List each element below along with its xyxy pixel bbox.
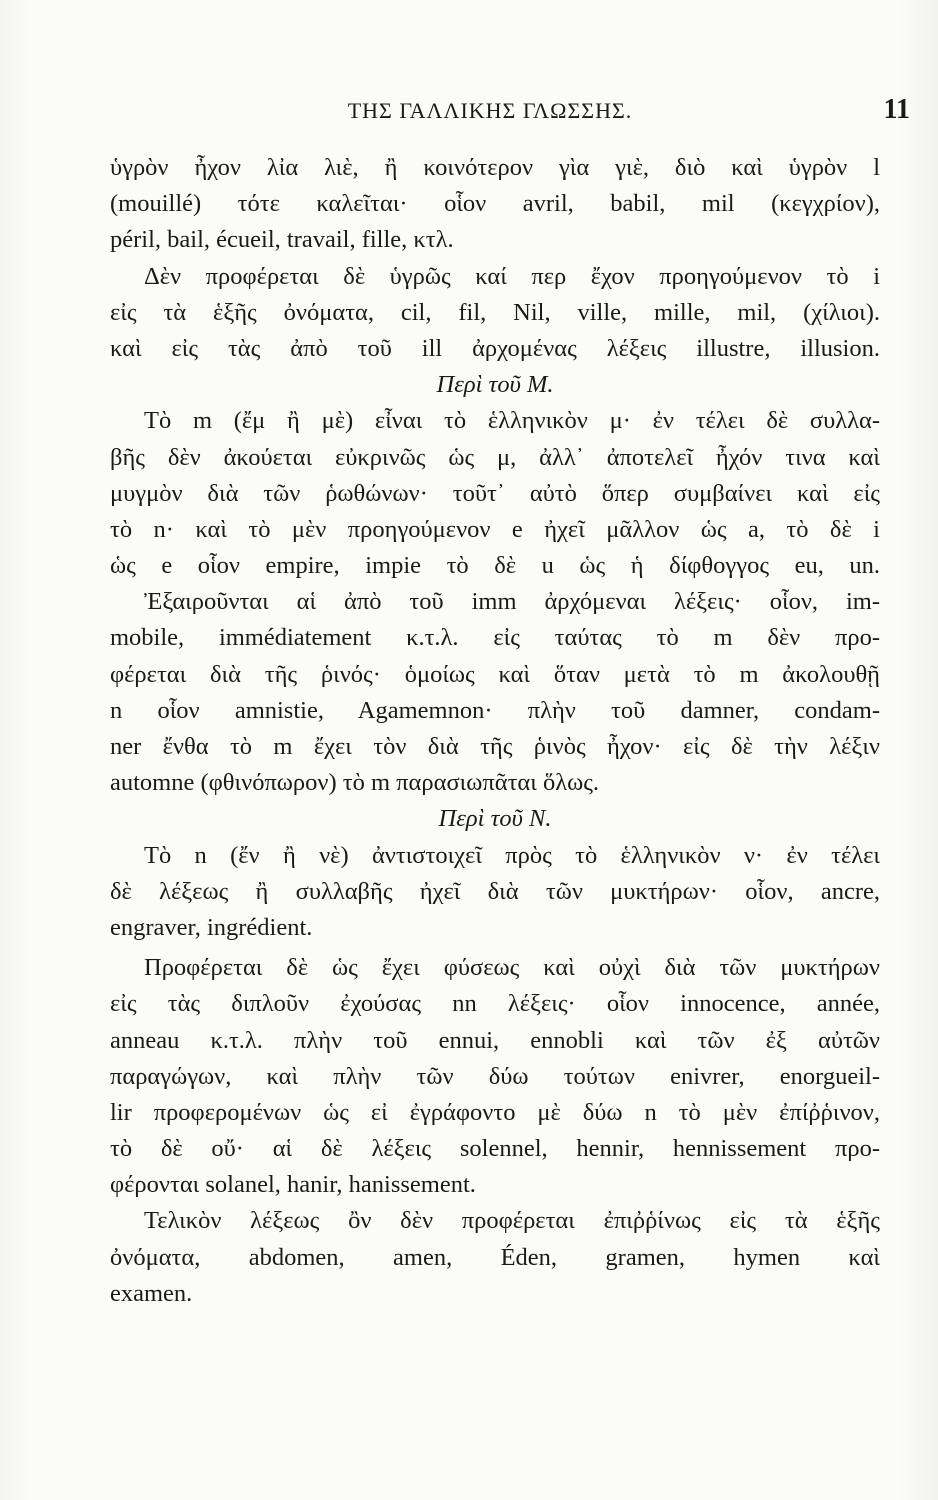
- text-line: ὀνόματα, abdomen, amen, Éden, gramen, hymen καὶ: [110, 1243, 880, 1271]
- text-line: Δὲν προφέρεται δὲ ὑγρῶς καί περ ἔχον προηγούμενον τὸ i: [144, 262, 880, 290]
- text-line: εἰς τὰς διπλοῦν ἐχούσας nn λέξεις· οἷον innocence, année,: [110, 990, 880, 1018]
- text-line: Τελικὸν λέξεως ὂν δὲν προφέρεται ἐπιῤῥίνως εἰς τὰ ἑξῆς: [144, 1207, 880, 1235]
- text-line: lir προφερομένων ὡς εἰ ἐγράφοντο μὲ δύω n τὸ μὲν ἐπίῤῥινον,: [110, 1098, 880, 1126]
- text-line: τὸ n· καὶ τὸ μὲν προηγούμενον e ἠχεῖ μᾶλλον ὡς a, τὸ δὲ i: [110, 515, 880, 543]
- text-line: μυγμὸν διὰ τῶν ῥωθώνων· τοῦτ᾽ αὐτὸ ὅπερ συμβαίνει καὶ εἰς: [110, 479, 880, 507]
- text-line: (mouillé) τότε καλεῖται· οἷον avril, babil, mil (κεγχρίον),: [110, 190, 880, 218]
- text-line: καὶ εἰς τὰς ἀπὸ τοῦ ill ἀρχομένας λέξεις illustre, illusion.: [110, 334, 880, 362]
- text-line: φέρονται solanel, hanir, hanissement.: [110, 1171, 476, 1199]
- text-line: ὡς e οἷον empire, impie τὸ δὲ u ὡς ἡ δίφθογγος eu, un.: [110, 552, 880, 580]
- text-line: Ἐξαιροῦνται αἱ ἀπὸ τοῦ imm ἀρχόμεναι λέξεις· οἷον, im-: [144, 588, 880, 616]
- text-line: τὸ δὲ οὔ· αἱ δὲ λέξεις solennel, hennir, hennissement προ-: [110, 1135, 880, 1163]
- page-number: 11: [883, 94, 910, 125]
- section-heading-m: Περὶ τοῦ M.: [436, 371, 554, 399]
- text-line: ner ἔνθα τὸ m ἔχει τὸν διὰ τῆς ῥινὸς ἦχον· εἰς δὲ τὴν λέξιν: [110, 733, 880, 760]
- text-line: Τὸ m (ἔμ ἢ μὲ) εἶναι τὸ ἑλληνικὸν μ· ἐν τέλει δὲ συλλα-: [144, 407, 880, 435]
- text-line: mobile, immédiatement κ.τ.λ. εἰς ταύτας τὸ m δὲν προ-: [110, 624, 880, 652]
- text-line: Προφέρεται δὲ ὡς ἔχει φύσεως καὶ οὐχὶ διὰ τῶν μυκτήρων: [144, 954, 880, 982]
- text-line: παραγώγων, καὶ πλὴν τῶν δύω τούτων enivrer, enorgueil-: [110, 1062, 880, 1090]
- body-text: [110, 150, 880, 1312]
- text-line: ὑγρὸν ἦχον λἰα λιὲ, ἢ κοινότερον γὶα γιὲ, διὸ καὶ ὑγρὸν l: [110, 154, 880, 181]
- section-heading-n: Περὶ τοῦ N.: [438, 805, 552, 833]
- text-line: examen.: [110, 1279, 193, 1307]
- text-line: εἰς τὰ ἑξῆς ὀνόματα, cil, fil, Nil, ville, mille, mil, (χίλιοι).: [110, 298, 880, 326]
- running-title: ΤΗΣ ΓΑΛΛΙΚΗΣ ΓΛΩΣΣΗΣ.: [347, 98, 633, 123]
- text-line: péril, bail, écueil, travail, fille, κτλ.: [110, 226, 454, 254]
- text-line: δὲ λέξεως ἢ συλλαβῆς ἠχεῖ διὰ τῶν μυκτήρων· οἷον, ancre,: [110, 877, 880, 905]
- text-line: βῆς δὲν ἀκούεται εὐκρινῶς ὡς μ, ἀλλ᾽ ἀποτελεῖ ἦχόν τινα καὶ: [110, 443, 880, 471]
- text-line: anneau κ.τ.λ. πλὴν τοῦ ennui, ennobli καὶ τῶν ἐξ αὐτῶν: [110, 1026, 880, 1054]
- text-line: engraver, ingrédient.: [110, 913, 313, 941]
- page-header: [110, 94, 910, 128]
- text-line: automne (φθινόπωρον) τὸ m παρασιωπᾶται ὅλως.: [110, 769, 600, 797]
- text-line: Τὸ n (ἔν ἢ νὲ) ἀντιστοιχεῖ πρὸς τὸ ἑλληνικὸν ν· ἐν τέλει: [144, 841, 880, 869]
- text-line: n οἷον amnistie, Agamemnon· πλὴν τοῦ damner, condam-: [110, 696, 880, 724]
- text-line: φέρεται διὰ τῆς ῥινός· ὁμοίως καὶ ὅταν μετὰ τὸ m ἀκολουθῇ: [110, 660, 880, 688]
